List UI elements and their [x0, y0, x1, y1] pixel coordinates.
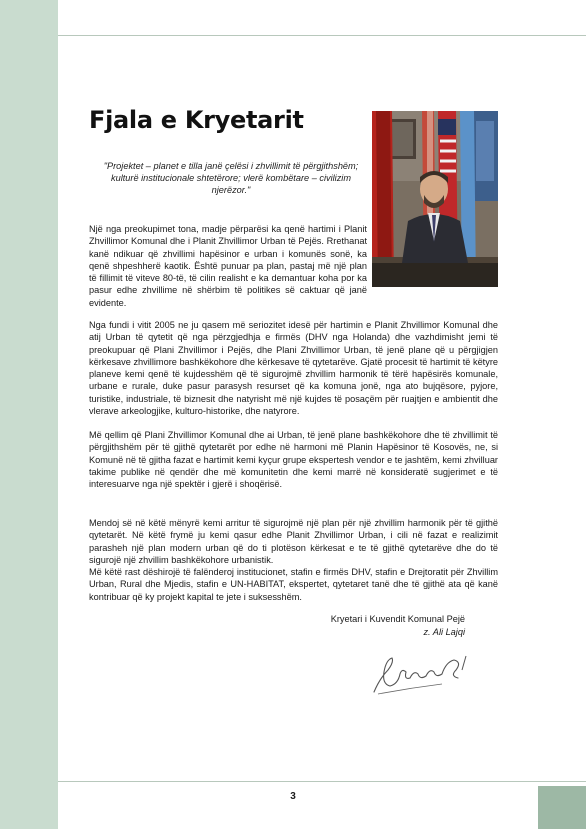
- mayor-photo: [372, 111, 498, 287]
- signature-name: z. Ali Lajqi: [423, 627, 465, 637]
- page-number: 3: [290, 791, 296, 802]
- quote: "Projektet – planet e tilla janë çelësi i zhvillimit të përgjithshëm; kulturë institucionale shtetërore; vlerë kombëtare – civilizim njerëzor.": [103, 161, 359, 195]
- corner-decorative-box: [538, 786, 586, 829]
- mayor-photo-image: [372, 111, 498, 287]
- page-title: Fjala e Kryetarit: [89, 106, 304, 134]
- left-decorative-bar: [0, 0, 58, 829]
- bottom-rule: [58, 781, 586, 782]
- paragraph-4: Mendoj së në këtë mënyrë kemi arritur të sigurojmë një plan për një zhvillim harmonik për të gjithë qytetarët. Në këtë frymë ju kemi qasur edhe Planit Zhvillimor Urban, i cili në fazat e realizimit parasheh një plan modern urban që do ti plotëson kërkesat e te të gjithë qytetarëve dhe do të sigurojë një zhvillim bashkëkohore urbanistik.: [89, 518, 498, 565]
- top-rule: [58, 35, 586, 36]
- signature-title: Kryetari i Kuvendit Komunal Pejë: [330, 614, 465, 624]
- paragraph-2: Nga fundi i vitit 2005 ne ju qasem më seriozitet idesë për hartimin e Planit Zhvillimor Komunal dhe atij Urban të qytetit që nga përzgjedhja e firmës (DHV nga Holanda) dhe vazhdimisht jemi të preokupuar që Plani Zhvillimor i Pejës, dhe Plani Zhvillimor Urban, të jenë plane që u përgjigjen kërkesave zhvillimore bashkëkohore dhe kërkesave të qytetarëve. Gjatë procesit të hartimit të këtyre planeve kemi qenë të kujdesshëm që të sigurojmë zhvillim harmonik të tërë hapësirës komunale, urbane e rurale, duke pasur parasysh resurset që ka komuna jonë, nga ato bujqësore, pyjore, turistike, industriale, të biznesit dhe natyrisht më një kujdes të posaçëm për ruajtjen e ambientit dhe vlerave arkeologjike, kulturo-historike, dhe natyrore.: [89, 320, 498, 417]
- paragraph-1: Një nga preokupimet tona, madje përparësi ka qenë hartimi i Planit Zhvillimor Komunal dhe i Planit Zhvillimor Urban të Pejës. Rrethanat kanë ndikuar që zhvillimi hapësinor e urban i komunës sonë, ka qenë shpeshherë kaotik. Është punuar pa plan, pastaj më një plan të fillimit të viteve 80-të, të cilin realisht e ka demantuar koha por ka pasur edhe zhvillime në shërbim të politikes së caktuar që janë evidente.: [89, 224, 367, 308]
- paragraph-3: Më qellim që Plani Zhvillimor Komunal dhe ai Urban, të jenë plane bashkëkohore dhe të zhvillimit të përgjithshëm për të gjithë qytetarët por edhe në harmoni më Planin Hapësinor të Kosovës, ne, si Komunë në të gjitha fazat e hartimit kemi kyçur grupe ekspertesh vendor e te jashtëm, kemi zhvilluar takime publike në qendër dhe më komunitetin dhe kemi marrë në konsideratë sugjerimet e të interesuarve nga një spektër i gjerë i shoqërisë.: [89, 430, 498, 490]
- paragraph-5: Më këtë rast dëshirojë të falënderoj institucionet, stafin e firmës DHV, stafin e Drejtoratit për Zhvillim Urban, Rural dhe Mjedis, stafin e UN-HABITAT, ekspertet, qytetaret tanë dhe të gjithë ata që kanë kontribuar që ky projekt kapital te jete i suksesshëm.: [89, 567, 498, 602]
- handwritten-signature: [370, 648, 480, 698]
